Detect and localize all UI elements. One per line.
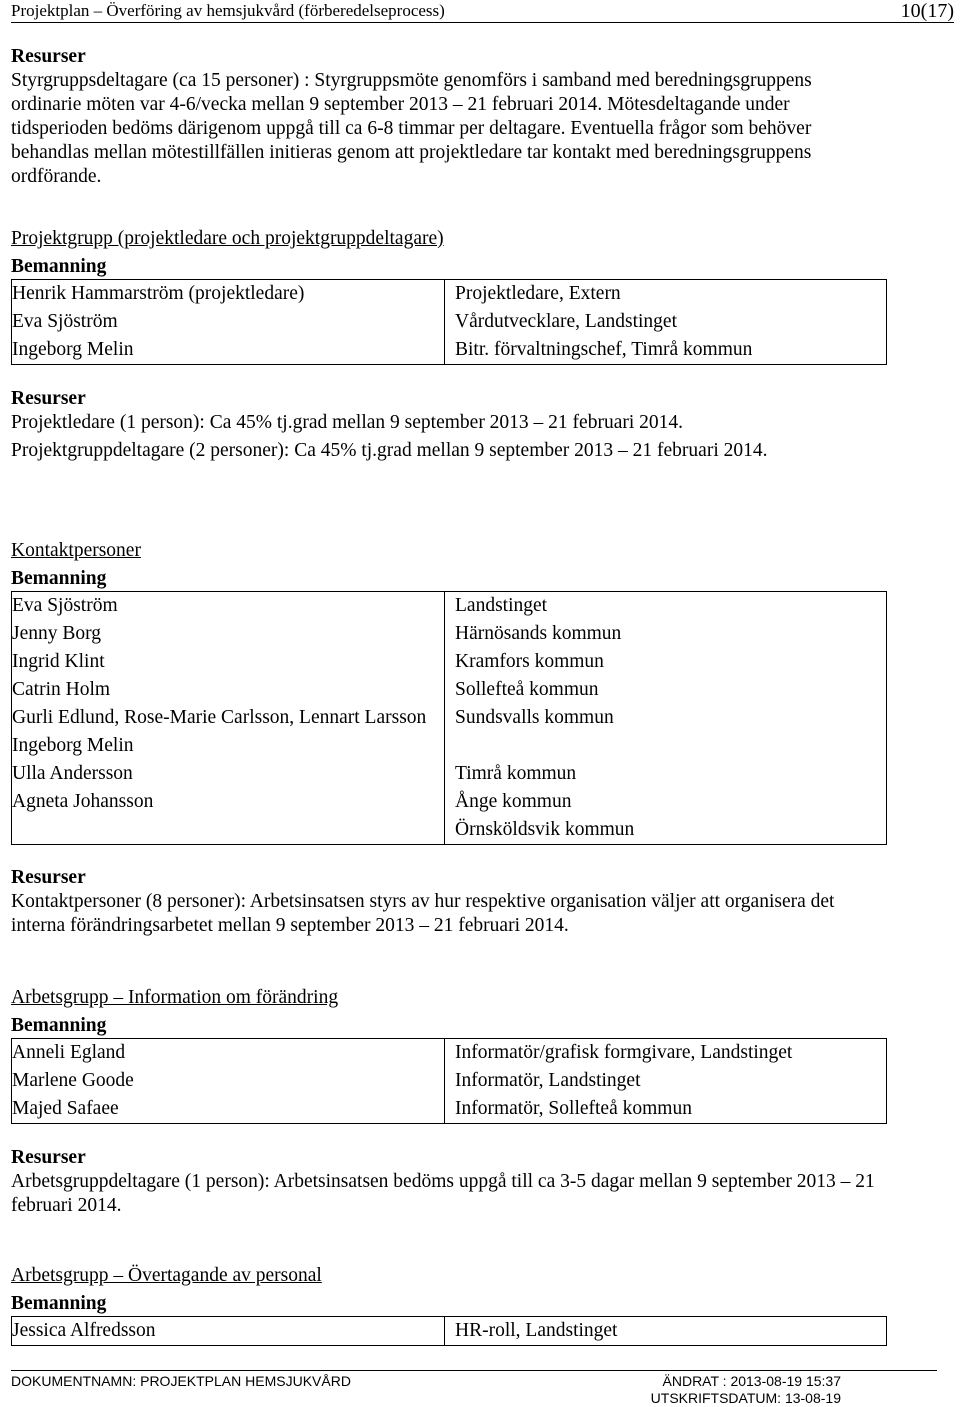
information-table [11,1038,887,1124]
contact-name: Catrin Holm [12,679,111,700]
kontaktpersoner-resurser-text: Kontaktpersoner (8 personer): Arbetsinsatsen styrs av hur respektive organisation väljer att organisera det interna förändringsarbetet mellan 9 september 2013 – 21 februari 2014. [11,891,835,936]
kontaktpersoner-heading: Kontaktpersoner [11,540,141,561]
information-resurser-label: Resurser [11,1147,86,1168]
projektgrupp-resurser-label: Resurser [11,388,86,409]
overtagande-names-cell [12,1317,445,1346]
member-role: Informatör, Landstinget [455,1070,641,1091]
information-resurser-text: Arbetsgruppdeltagare (1 person): Arbetsinsatsen bedöms uppgå till ca 3-5 dagar mellan 9 september 2013 – 21 februari 2014. [11,1171,875,1216]
overtagande-roles-cell [445,1317,887,1346]
member-role: Informatör/grafisk formgivare, Landstinget [455,1042,793,1063]
member-name: Jessica Alfredsson [12,1320,156,1341]
projektgrupp-section [11,227,887,463]
member-name: Anneli Egland [12,1042,126,1063]
contact-name: Jenny Borg [12,623,102,644]
contact-org: Härnösands kommun [455,623,622,644]
contact-name: Agneta Johansson [12,791,154,812]
contact-name: Ulla Andersson [12,763,133,784]
overtagande-bemanning-label: Bemanning [11,1293,107,1314]
member-role: Vårdutvecklare, Landstinget [455,311,677,332]
kontaktpersoner-table [11,591,887,845]
member-name: Henrik Hammarström (projektledare) [12,283,305,304]
page-footer [11,1370,937,1406]
overtagande-heading: Arbetsgrupp – Övertagande av personal [11,1265,322,1286]
kontaktpersoner-orgs-cell [445,592,887,845]
member-role: HR-roll, Landstinget [455,1320,618,1341]
member-name: Majed Safaee [12,1098,119,1119]
kontaktpersoner-resurser-label: Resurser [11,867,86,888]
contact-org: Sollefteå kommun [455,679,599,700]
projektgrupp-roles-cell [445,280,887,365]
contact-name: Eva Sjöström [12,595,118,616]
information-section [11,986,887,1218]
projektgrupp-resurser-2: Projektgruppdeltagare (2 personer): Ca 45% tj.grad mellan 9 september 2013 – 21 februari 2014. [11,440,768,461]
information-names-cell [12,1039,445,1124]
projektgrupp-resurser-1: Projektledare (1 person): Ca 45% tj.grad mellan 9 september 2013 – 21 februari 2014. [11,412,684,433]
kontaktpersoner-names-cell [12,592,445,845]
projektgrupp-bemanning-label: Bemanning [11,256,107,277]
contact-name: Gurli Edlund, Rose-Marie Carlsson, Lennart Larsson [12,707,427,728]
kontaktpersoner-section [11,539,887,938]
contact-org: Landstinget [455,595,548,616]
information-roles-cell [445,1039,887,1124]
footer-docname: DOKUMENTNAMN: PROJEKTPLAN HEMSJUKVÅRD [11,1373,351,1389]
page-header [11,0,954,23]
footer-changed: ÄNDRAT : 2013-08-19 15:37 [662,1373,841,1389]
member-role: Projektledare, Extern [455,283,621,304]
member-name: Eva Sjöström [12,311,118,332]
styrgrupp-resurser-text: Styrgruppsdeltagare (ca 15 personer) : Styrgruppsmöte genomförs i samband med beredningsgruppens ordinarie möten var 4-6/vecka mellan 9 september 2013 – 21 februari 2014. Mötesdeltagande under tidsperioden bedöms därigenom uppgå till ca 6-8 timmar per deltagare. Eventuella frågor som behöver behandlas mellan mötestillfällen initieras genom att projektledare tar kontakt med beredningsgruppens ordförande. [11,70,812,187]
member-name: Ingeborg Melin [12,339,134,360]
projektgrupp-table [11,279,887,365]
styrgrupp-section [11,45,887,189]
styrgrupp-resurser-label: Resurser [11,46,86,67]
member-role: Bitr. förvaltningschef, Timrå kommun [455,339,753,360]
projektgrupp-names-cell [12,280,445,365]
contact-name: Ingeborg Melin [12,735,134,756]
contact-org: Örnsköldsvik kommun [455,819,635,840]
contact-org: Kramfors kommun [455,651,604,672]
contact-org: Timrå kommun [455,763,577,784]
contact-name: Ingrid Klint [12,651,105,672]
kontaktpersoner-bemanning-label: Bemanning [11,568,107,589]
projektgrupp-heading: Projektgrupp (projektledare och projektgruppdeltagare) [11,228,444,249]
document-title: Projektplan – Överföring av hemsjukvård (förberedelseprocess) [11,1,445,20]
page-number: 10(17) [900,0,954,22]
information-bemanning-label: Bemanning [11,1015,107,1036]
information-heading: Arbetsgrupp – Information om förändring [11,987,339,1008]
contact-org: Ånge kommun [455,791,572,812]
member-name: Marlene Goode [12,1070,134,1091]
contact-org: Sundsvalls kommun [455,707,614,728]
footer-printed: UTSKRIFTSDATUM: 13-08-19 [650,1390,841,1406]
overtagande-table [11,1316,887,1346]
member-role: Informatör, Sollefteå kommun [455,1098,692,1119]
overtagande-section [11,1264,887,1346]
